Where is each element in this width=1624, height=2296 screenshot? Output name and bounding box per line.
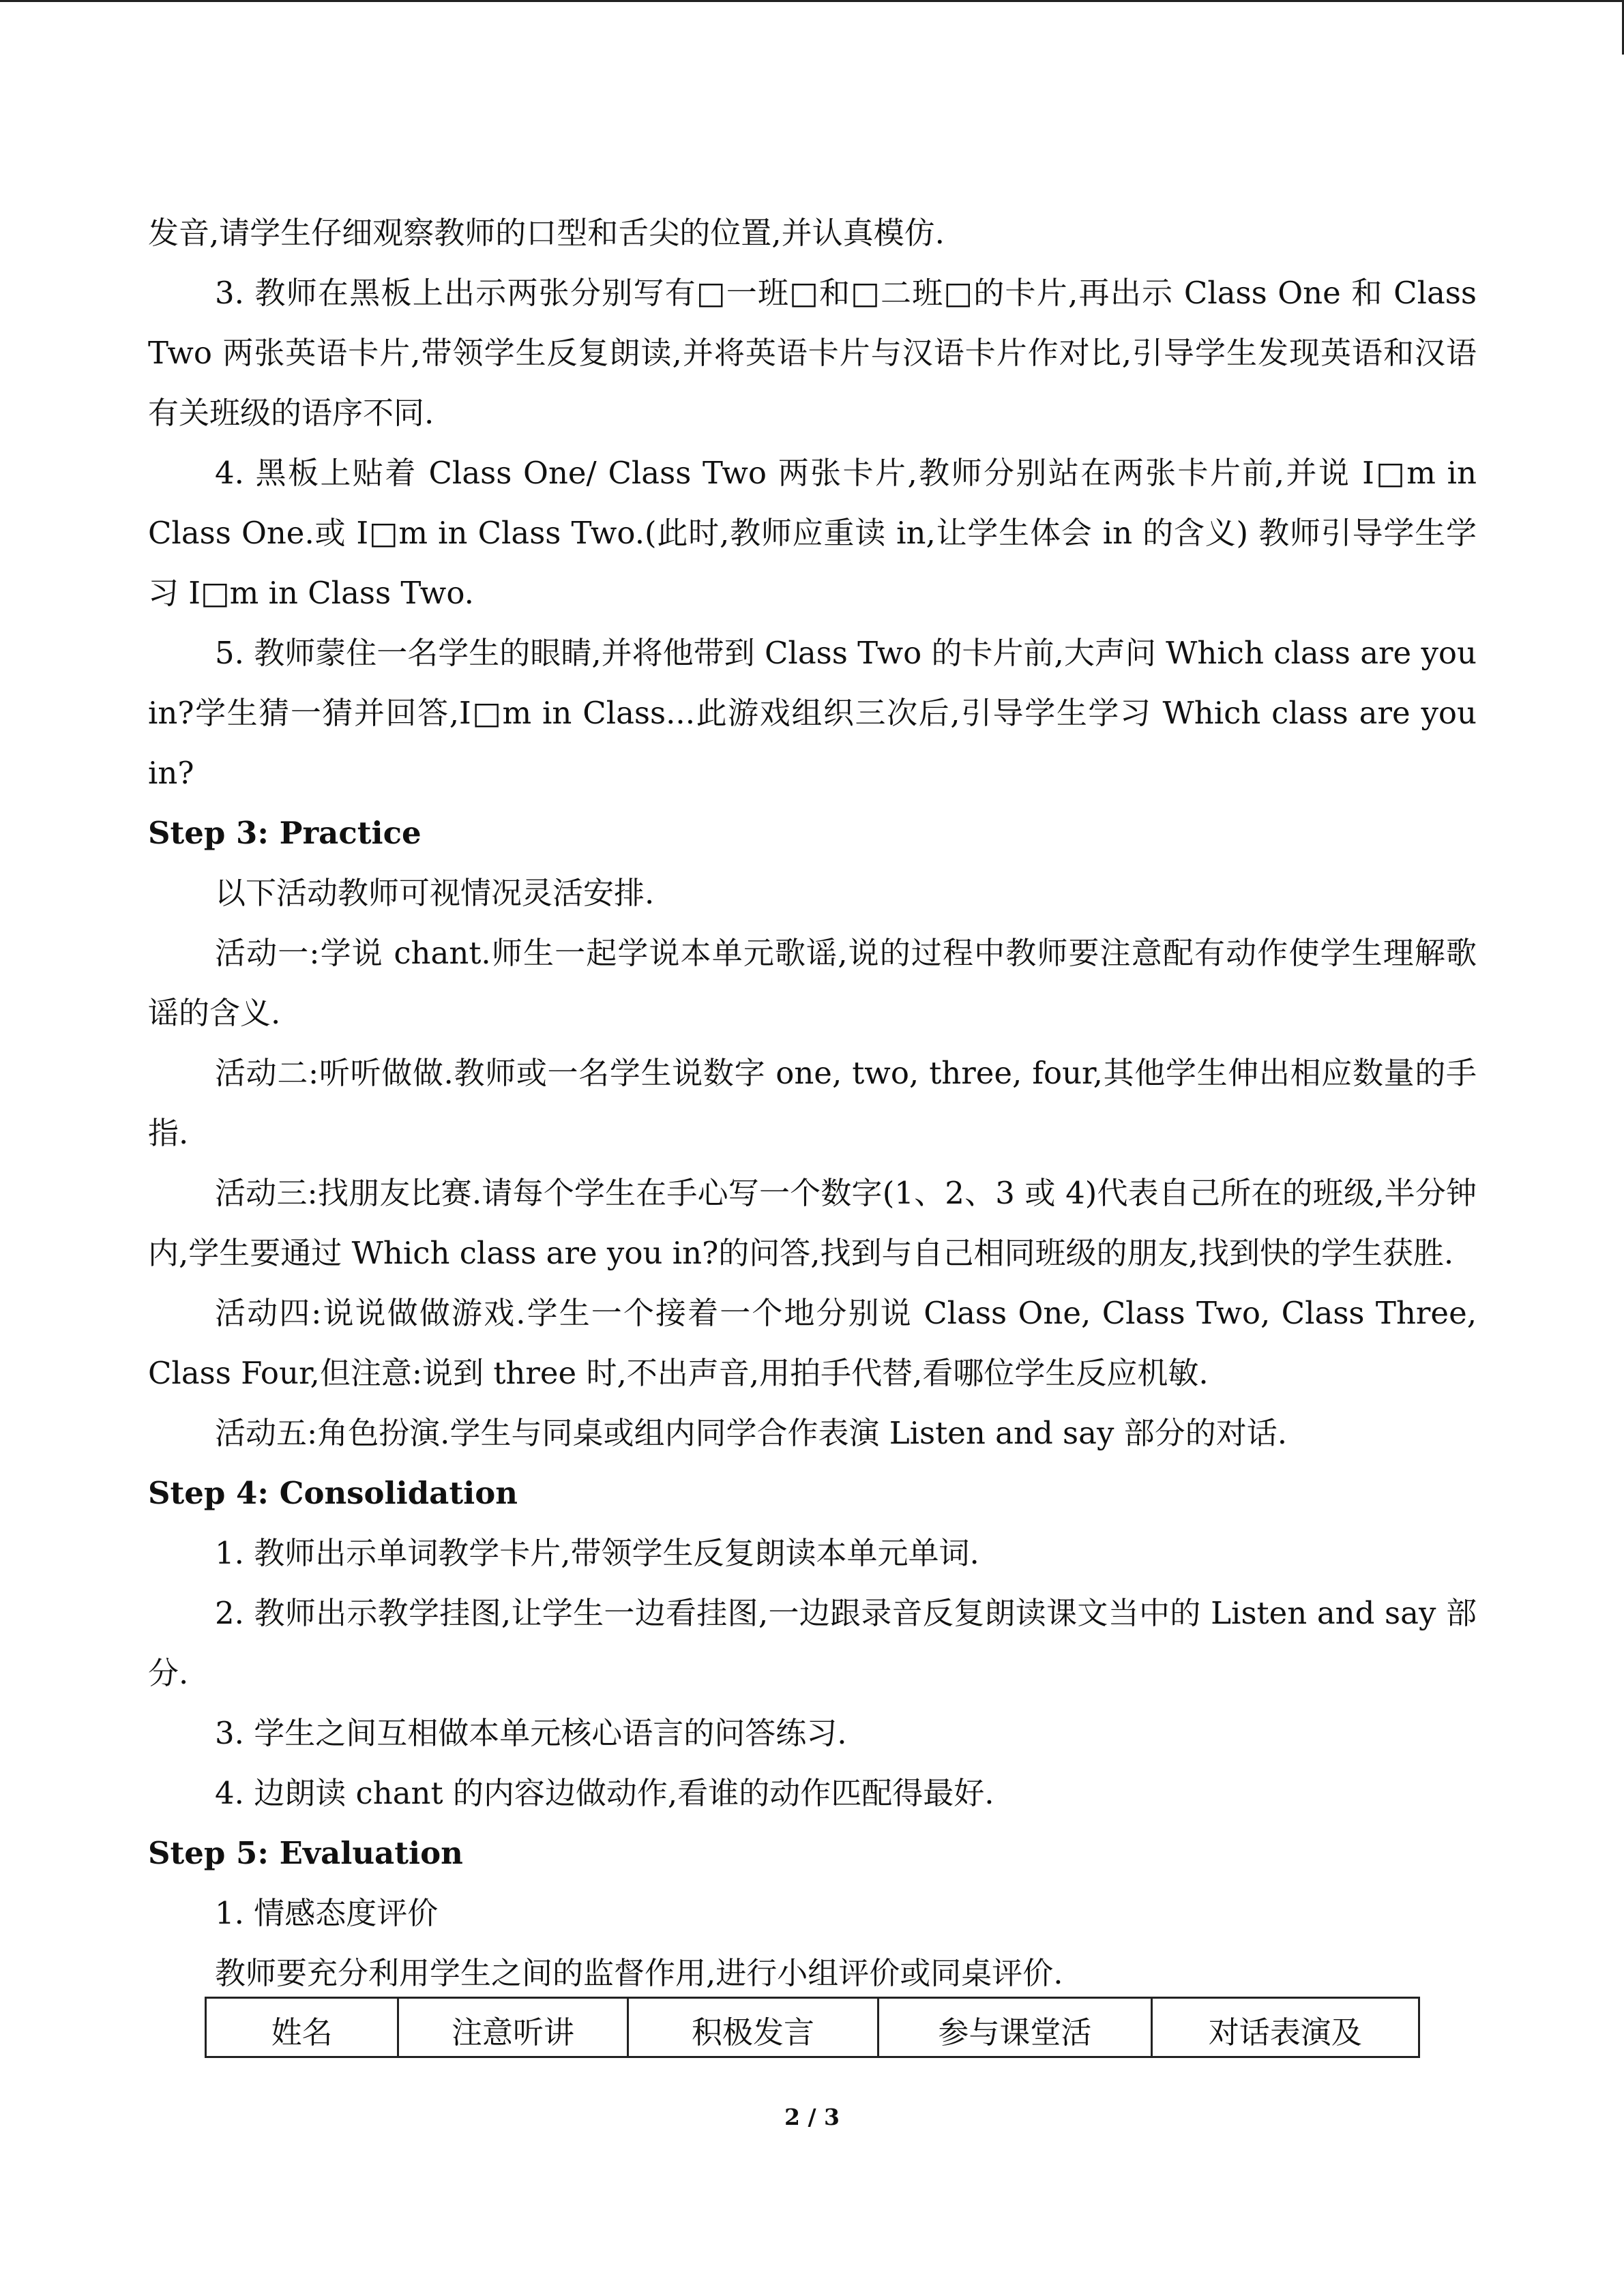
activity-4: 活动四:说说做做游戏.学生一个接着一个地分别说 Class One, Class Two, Class Three, Class Four,但注意:说到 three 时,不出声音,用拍手代替,看哪位学生反应机敏. [148, 1295, 1477, 1391]
paragraph: 3. 学生之间互相做本单元核心语言的问答练习. [215, 1715, 847, 1751]
top-border-line [0, 0, 1624, 2]
paragraph: 2. 教师出示教学挂图,让学生一边看挂图,一边跟录音反复朗读课文当中的 Listen and say 部分. [148, 1595, 1477, 1691]
paragraph: 教师要充分利用学生之间的监督作用,进行小组评价或同桌评价. [215, 1955, 1063, 1991]
paragraph: 4. 边朗读 chant 的内容边做动作,看谁的动作匹配得最好. [215, 1775, 994, 1811]
page-number: 2 / 3 [784, 2104, 840, 2130]
table-header-cell: 参与课堂活 [879, 1998, 1151, 2057]
paragraph: 发音,请学生仔细观察教师的口型和舌尖的位置,并认真模仿. [148, 215, 945, 251]
paragraph: 1. 情感态度评价 [215, 1895, 439, 1931]
activity-1: 活动一:学说 chant.师生一起学说本单元歌谣,说的过程中教师要注意配有动作使学生理解歌谣的含义. [148, 935, 1477, 1031]
table-header-cell: 注意听讲 [398, 1998, 628, 2057]
activity-5: 活动五:角色扮演.学生与同桌或组内同学合作表演 Listen and say 部分的对话. [215, 1415, 1288, 1451]
activity-2: 活动二:听听做做.教师或一名学生说数字 one, two, three, four,其他学生伸出相应数量的手指. [148, 1055, 1477, 1151]
paragraph: 以下活动教师可视情况灵活安排. [215, 875, 655, 911]
table-header-cell: 对话表演及 [1151, 1998, 1419, 2057]
section-heading-step-4: Step 4: Consolidation [148, 1475, 518, 1511]
evaluation-table [205, 1997, 1420, 2058]
document-body [148, 203, 1477, 2003]
table-header-row [206, 1998, 1419, 2057]
paragraph: 4. 黑板上贴着 Class One/ Class Two 两张卡片,教师分别站在两张卡片前,并说 I□m in Class One.或 I□m in Class Two.(此时,教师应重读 in,让学生体会 in 的含义) 教师引导学生学习 I□m in Class Two. [148, 455, 1477, 611]
activity-3: 活动三:找朋友比赛.请每个学生在手心写一个数字(1、2、3 或 4)代表自己所在的班级,半分钟内,学生要通过 Which class are you in?的问答,找到与自己相同班级的朋友,找到快的学生获胜. [148, 1175, 1477, 1271]
paragraph: 3. 教师在黑板上出示两张分别写有□一班□和□二班□的卡片,再出示 Class One 和 Class Two 两张英语卡片,带领学生反复朗读,并将英语卡片与汉语卡片作对比,引导学生发现英语和汉语有关班级的语序不同. [148, 275, 1477, 431]
paragraph: 5. 教师蒙住一名学生的眼睛,并将他带到 Class Two 的卡片前,大声问 Which class are you in?学生猜一猜并回答,I□m in Class...此游戏组织三次后,引导学生学习 Which class are you in? [148, 635, 1477, 791]
table-header-cell: 姓名 [206, 1998, 398, 2057]
table-header-cell: 积极发言 [628, 1998, 878, 2057]
paragraph: 1. 教师出示单词教学卡片,带领学生反复朗读本单元单词. [215, 1535, 979, 1571]
section-heading-step-5: Step 5: Evaluation [148, 1835, 463, 1871]
section-heading-step-3: Step 3: Practice [148, 815, 422, 851]
